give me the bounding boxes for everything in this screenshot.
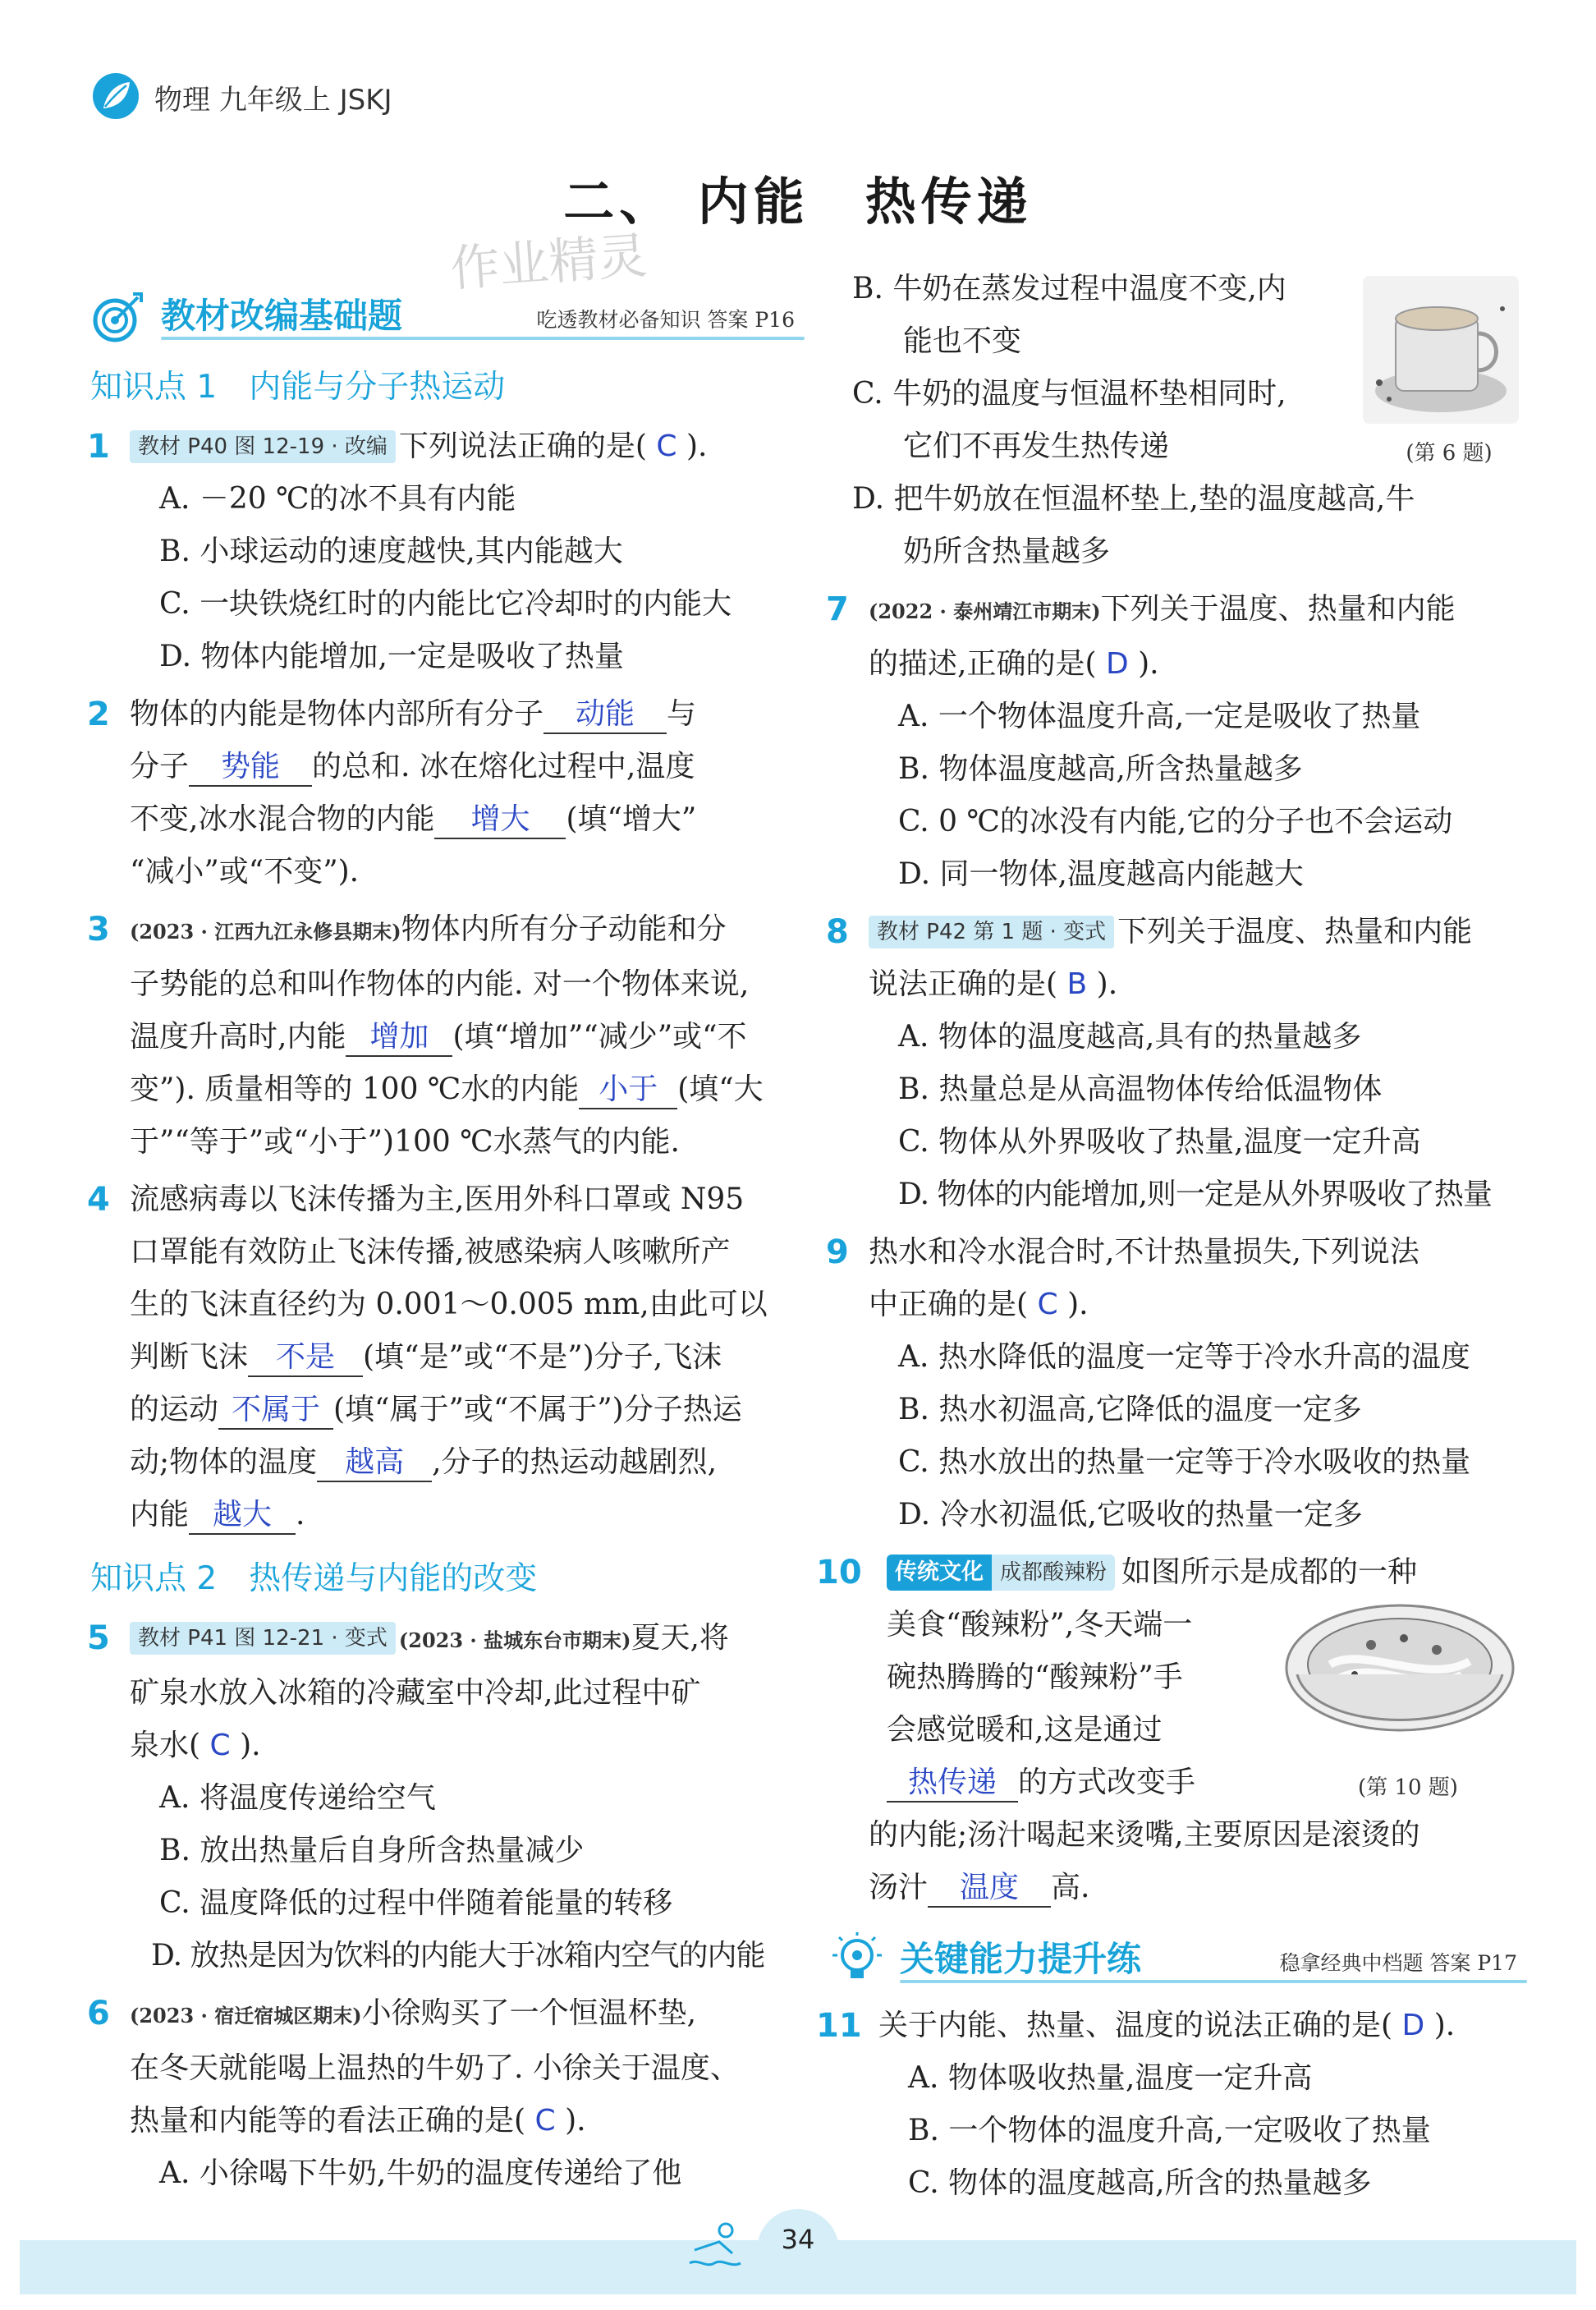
section-subtitle: 吃透教材必备知识 答案 P16 <box>536 308 795 332</box>
question-4 <box>82 1173 805 1541</box>
text: 物体内所有分子动能和分 <box>401 912 727 946</box>
stem-end: ). <box>565 2104 586 2138</box>
section-banner-basic <box>82 279 805 350</box>
text: 矿泉水放入冰箱的冷藏室中冷却,此过程中矿 <box>130 1676 701 1710</box>
text: 热水和冷水混合时,不计热量损失,下列说法 <box>869 1235 1419 1269</box>
blank-answer: 增大 <box>434 801 566 839</box>
text: 它们不再发生热传递 <box>903 429 1170 463</box>
option-b: B. 小球运动的速度越快,其内能越大 <box>159 535 623 568</box>
question-number: 8 <box>826 913 849 951</box>
text: 热量和内能等的看法正确的是( <box>130 2104 526 2138</box>
text: (填“是”或“不是”)分子,飞沫 <box>363 1340 722 1374</box>
text: 的总和. 冰在熔化过程中,温度 <box>312 750 695 783</box>
section-underline <box>161 337 805 340</box>
question-number: 11 <box>816 2007 862 2045</box>
option-d: D. 把牛奶放在恒温杯垫上,垫的温度越高,牛 <box>852 482 1415 516</box>
question-9 <box>821 1226 1527 1541</box>
option-c: C. 牛奶的温度与恒温杯垫相同时, <box>852 377 1286 411</box>
text: 子势能的总和叫作物体的内能. 对一个物体来说, <box>130 967 750 1001</box>
blank-answer: 越大 <box>189 1497 296 1535</box>
source-label: (2022 · 泰州靖江市期末) <box>869 599 1101 623</box>
blank-answer: 热传递 <box>887 1765 1018 1803</box>
option-a: A. 将温度传递给空气 <box>159 1781 436 1815</box>
stem-end: ). <box>1138 647 1159 681</box>
knowledge-point-1: 知识点 1 内能与分子热运动 <box>90 369 506 406</box>
text: 于”“等于”或“小于”)100 ℃水蒸气的内能. <box>130 1125 680 1159</box>
section-banner-advanced <box>821 1922 1527 1993</box>
source-label: (2023 · 盐城东台市期末) <box>398 1628 631 1652</box>
question-5 <box>82 1612 805 1982</box>
text: 物体的内能是物体内部所有分子 <box>130 697 544 731</box>
text: 下列关于温度、热量和内能 <box>1117 915 1473 948</box>
text: B. 牛奶在蒸发过程中温度不变,内 <box>852 272 1286 305</box>
source-tag: 教材 P42 第 1 题 · 变式 <box>869 916 1114 948</box>
text: 中正确的是( <box>869 1288 1029 1321</box>
option-c: C. 热水放出的热量一定等于冷水吸收的热量 <box>898 1445 1471 1479</box>
text: 泉水( <box>130 1729 201 1762</box>
option-a: A. 物体吸收热量,温度一定升高 <box>908 2061 1313 2095</box>
text: 的描述,正确的是( <box>869 647 1097 681</box>
text: 在冬天就能喝上温热的牛奶了. 小徐关于温度、 <box>130 2051 740 2085</box>
answer: C <box>209 1729 231 1762</box>
question-1 <box>82 420 805 683</box>
question-2 <box>82 688 805 898</box>
text: (填“增大” <box>566 802 697 836</box>
question-stem: 关于内能、热量、温度的说法正确的是( <box>878 2009 1393 2042</box>
text: 动;物体的温度 <box>130 1445 318 1479</box>
text: 美食“酸辣粉”,冬天端一 <box>887 1608 1193 1642</box>
question-number: 5 <box>87 1619 110 1657</box>
question-7 <box>821 583 1527 901</box>
option-c: C. 0 ℃的冰没有内能,它的分子也不会运动 <box>898 805 1453 838</box>
right-column <box>816 263 1527 2215</box>
text: 说法正确的是( <box>869 967 1058 1001</box>
text: 不变,冰水混合物的内能 <box>130 802 435 836</box>
text: 奶所含热量越多 <box>903 535 1111 568</box>
option-a: A. 热水降低的温度一定等于冷水升高的温度 <box>898 1340 1470 1374</box>
lightbulb-icon <box>829 1932 885 1988</box>
option-d: D. 物体内能增加,一定是吸收了热量 <box>159 640 624 673</box>
answer: C <box>534 2104 556 2138</box>
text: 内能 <box>130 1498 190 1532</box>
figure-caption: (第 6 题) <box>1406 441 1493 466</box>
option-d: D. 放热是因为饮料的内能大于冰箱内空气的内能 <box>151 1939 765 1972</box>
option-b: B. 热量总是从高温物体传给低温物体 <box>898 1072 1383 1106</box>
text: 温度升高时,内能 <box>130 1020 346 1054</box>
text: 会感觉暖和,这是通过 <box>887 1713 1163 1747</box>
leaf-logo-icon <box>92 72 140 120</box>
option-c: C. 物体的温度越高,所含的热量越多 <box>908 2166 1372 2200</box>
text: 高. <box>1051 1871 1090 1904</box>
question-3 <box>82 903 805 1169</box>
question-8 <box>821 906 1527 1221</box>
answer: D <box>1105 647 1129 681</box>
text: 的内能;汤汁喝起来烫嘴,主要原因是滚烫的 <box>869 1818 1420 1852</box>
swimmer-icon <box>686 2217 749 2275</box>
text: 变”). 质量相等的 100 ℃水的内能 <box>130 1072 580 1106</box>
option-b: B. 热水初温高,它降低的温度一定多 <box>898 1393 1362 1426</box>
option-d: D. 物体的内能增加,则一定是从外界吸收了热量 <box>898 1178 1492 1211</box>
blank-answer: 不是 <box>248 1339 363 1377</box>
section-name: 关键能力提升练 <box>900 1939 1142 1979</box>
option-a: A. 物体的温度越高,具有的热量越多 <box>898 1020 1362 1054</box>
header-text: 物理 九年级上 JSKJ <box>154 84 392 117</box>
question-number: 10 <box>816 1554 862 1591</box>
option-d: D. 冷水初温低,它吸收的热量一定多 <box>898 1498 1363 1532</box>
question-number: 3 <box>87 911 110 948</box>
option-c: C. 物体从外界吸收了热量,温度一定升高 <box>898 1125 1421 1159</box>
blank-answer: 不属于 <box>218 1392 333 1430</box>
blank-answer: 温度 <box>928 1870 1051 1908</box>
source-label: (2023 · 宿迁宿城区期末) <box>130 2004 362 2028</box>
text: 碗热腾腾的“酸辣粉”手 <box>887 1660 1183 1694</box>
page-number <box>757 2209 839 2283</box>
option-a: A. －20 ℃的冰不具有内能 <box>159 482 516 516</box>
text: (填“大 <box>677 1072 764 1106</box>
option-c: C. 温度降低的过程中伴随着能量的转移 <box>159 1886 673 1920</box>
blank-answer: 越高 <box>317 1444 432 1482</box>
topic-tag: 成都酸辣粉 <box>992 1555 1115 1591</box>
question-6 <box>82 1987 805 2200</box>
watermark: 作业精灵 <box>448 227 649 299</box>
figure-caption: (第 10 题) <box>1358 1775 1458 1800</box>
milk-cup-figure <box>1363 276 1519 424</box>
page-number-text: 34 <box>781 2224 815 2255</box>
blank-answer: 动能 <box>543 696 667 734</box>
target-icon <box>90 289 146 345</box>
section-underline <box>900 1980 1527 1983</box>
answer: C <box>656 429 677 463</box>
text: 分子 <box>130 750 190 783</box>
section-name: 教材改编基础题 <box>161 296 403 336</box>
answer: B <box>1066 967 1088 1001</box>
text: 生的飞沫直径约为 0.001～0.005 mm,由此可以 <box>130 1288 768 1321</box>
source-label: (2023 · 江西九江永修县期末) <box>130 920 401 944</box>
question-number: 7 <box>826 590 849 628</box>
text: 与 <box>667 697 697 731</box>
question-number: 6 <box>87 1995 110 2032</box>
culture-tag: 传统文化 <box>887 1555 992 1591</box>
answer: C <box>1037 1288 1058 1321</box>
text: 下列关于温度、热量和内能 <box>1100 592 1456 626</box>
blank-answer: 小于 <box>579 1072 677 1109</box>
text: 能也不变 <box>903 324 1022 358</box>
source-tag: 教材 P41 图 12-21 · 变式 <box>130 1622 396 1655</box>
option-b: B. 一个物体的温度升高,一定吸收了热量 <box>908 2114 1431 2147</box>
question-number: 9 <box>826 1233 849 1271</box>
question-number: 4 <box>87 1181 110 1219</box>
text: 流感病毒以飞沫传播为主,医用外科口罩或 N95 <box>130 1183 745 1216</box>
text: “减小”或“不变”). <box>130 855 360 889</box>
question-stem: 下列说法正确的是( <box>398 429 647 463</box>
page-title: 二、 内能 热传递 <box>563 172 1033 232</box>
left-column <box>82 279 805 2205</box>
text: 如图所示是成都的一种 <box>1121 1555 1418 1589</box>
option-c: C. 一块铁烧红时的内能比它冷却时的内能大 <box>159 587 732 621</box>
text: 夏天,将 <box>631 1621 729 1655</box>
text: 的方式改变手 <box>1018 1766 1196 1799</box>
text: 小徐购买了一个恒温杯垫, <box>361 1996 697 2030</box>
option-b: B. 物体温度越高,所含热量越多 <box>898 752 1303 786</box>
question-6-continued <box>821 263 1527 578</box>
question-11 <box>816 2000 1527 2210</box>
blank-answer: 增加 <box>346 1019 452 1057</box>
text: ,分子的热运动越剧烈, <box>432 1445 718 1479</box>
answer: D <box>1401 2009 1425 2042</box>
stem-end: ). <box>686 429 708 463</box>
text: (填“增加”“减少”或“不 <box>452 1020 747 1054</box>
text: 汤汁 <box>869 1871 929 1904</box>
blank-answer: 势能 <box>189 749 312 787</box>
question-number: 2 <box>87 696 110 733</box>
question-10 <box>816 1546 1527 1914</box>
option-b: B. 放出热量后自身所含热量减少 <box>159 1834 585 1867</box>
question-number: 1 <box>87 428 110 466</box>
stem-end: ). <box>1433 2009 1456 2042</box>
text: 的运动 <box>130 1393 219 1426</box>
noodle-bowl-figure <box>1281 1596 1519 1760</box>
text: (填“属于”或“不属于”)分子热运 <box>333 1393 742 1426</box>
stem-end: ). <box>1067 1288 1089 1321</box>
section-subtitle: 稳拿经典中档题 答案 P17 <box>1279 1951 1517 1975</box>
stem-end: ). <box>240 1729 261 1762</box>
text: 口罩能有效防止飞沫传播,被感染病人咳嗽所产 <box>130 1235 731 1269</box>
stem-end: ). <box>1096 967 1118 1001</box>
option-d: D. 同一物体,温度越高内能越大 <box>898 857 1304 891</box>
option-a: A. 小徐喝下牛奶,牛奶的温度传递给了他 <box>159 2156 682 2190</box>
text: . <box>296 1498 305 1532</box>
text: 判断飞沫 <box>130 1340 249 1374</box>
option-a: A. 一个物体温度升高,一定是吸收了热量 <box>898 700 1421 733</box>
source-tag: 教材 P40 图 12-19 · 改编 <box>130 430 396 463</box>
knowledge-point-2: 知识点 2 热传递与内能的改变 <box>90 1560 538 1597</box>
